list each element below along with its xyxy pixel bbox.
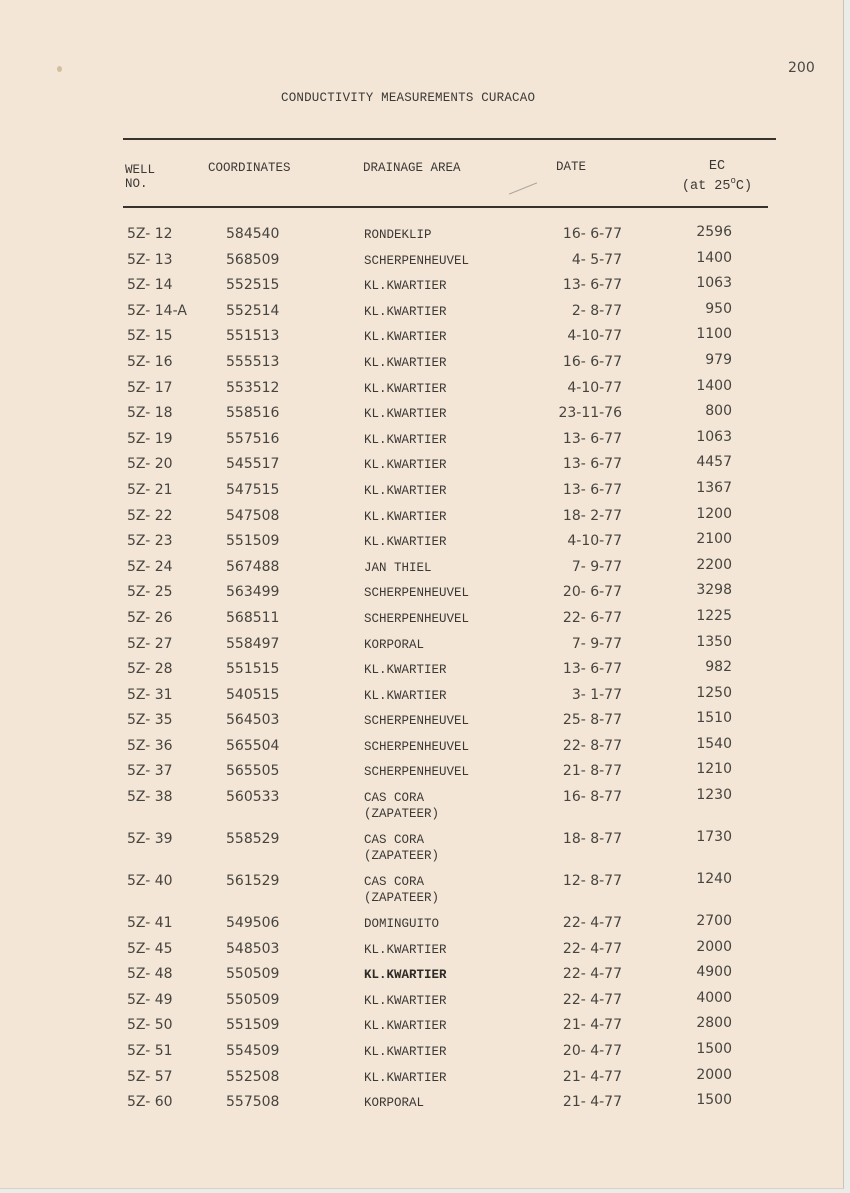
coordinates-cell: 563499 [226,584,280,601]
coordinates-cell: 558497 [226,635,280,652]
well-number-cell: 5Z- 51 [127,1043,173,1060]
well-number-cell: 5Z- 15 [127,328,173,345]
date-cell: 22- 8-77 [562,737,622,754]
drainage-area-cell: KL.KWARTIER [364,432,447,447]
table-row [0,224,843,253]
ec-value-cell: 1500 [696,1092,732,1109]
date-cell: 22- 4-77 [562,915,622,932]
drainage-area-cell: SCHERPENHEUVEL [364,739,470,754]
column-header-ec [672,159,762,194]
drainage-area-cell: SCHERPENHEUVEL [364,714,470,729]
ec-value-cell: 1400 [696,249,732,266]
ec-value-cell: 4900 [696,964,732,981]
date-cell: 22- 4-77 [562,991,622,1008]
drainage-area-cell: KL.KWARTIER [364,535,447,550]
header-bottom-rule [123,206,768,208]
table-row [0,351,843,381]
drainage-area-cell: SCHERPENHEUVEL [364,765,470,780]
date-cell: 12- 8-77 [562,873,622,890]
drainage-area-cell: KL.KWARTIER [364,1019,447,1034]
coordinates-cell: 545517 [226,456,280,473]
date-cell: 4-10-77 [567,379,622,396]
date-cell: 22- 4-77 [562,940,622,957]
coordinates-cell: 561529 [226,873,280,890]
well-number-cell: 5Z- 35 [127,712,173,729]
coordinates-cell: 555513 [226,353,280,370]
header-top-rule [123,138,776,140]
measurement-table-body [0,224,843,1121]
coordinates-cell: 552515 [226,277,280,294]
well-number-cell: 5Z- 36 [127,737,173,754]
column-header-date: DATE [556,160,587,174]
coordinates-cell: 548503 [226,940,280,957]
table-row [0,607,843,637]
drainage-area-cell: KL.KWARTIER [364,407,447,422]
ec-value-cell: 979 [705,351,732,368]
drainage-area-cell: CAS CORA (ZAPATEER) [364,791,440,822]
drainage-area-cell: KORPORAL [364,637,425,652]
drainage-area-cell: KL.KWARTIER [364,330,447,345]
well-number-cell: 5Z- 22 [127,507,173,524]
ec-value-cell: 2000 [696,938,732,955]
ec-value-cell: 1240 [696,871,732,888]
date-cell: 4-10-77 [567,533,622,550]
ec-header-line2-prefix: (at 25 [681,179,731,194]
well-number-cell: 5Z- 12 [127,226,173,242]
coordinates-cell: 553512 [226,379,280,396]
drainage-area-cell: KL.KWARTIER [364,1045,447,1060]
drainage-area-cell: SCHERPENHEUVEL [364,586,470,601]
column-header-coordinates: COORDINATES [208,161,291,175]
date-cell: 4- 5-77 [571,251,622,268]
ec-value-cell: 1500 [696,1041,732,1058]
ec-value-cell: 1350 [696,633,732,650]
ec-value-cell: 1063 [696,428,732,445]
well-number-cell: 5Z- 38 [127,789,173,806]
ec-value-cell: 1200 [696,505,732,522]
ec-value-cell: 1063 [696,275,732,292]
well-number-cell: 5Z- 28 [127,661,173,678]
date-cell: 16- 6-77 [562,353,622,370]
coordinates-cell: 567488 [226,558,280,575]
ec-value-cell: 1400 [696,377,732,394]
ec-value-cell: 1510 [696,710,732,727]
coordinates-cell: 565504 [226,737,280,754]
date-cell: 20- 6-77 [562,584,622,601]
degree-symbol: o [730,176,736,186]
date-cell: 21- 4-77 [562,1094,622,1111]
coordinates-cell: 568511 [226,609,280,626]
drainage-area-cell: KL.KWARTIER [364,942,447,957]
coordinates-cell: 584540 [226,226,280,242]
drainage-area-cell: KL.KWARTIER [364,279,447,294]
date-cell: 3- 1-77 [571,686,622,703]
ec-header-line2-suffix: C) [735,179,753,194]
date-cell: 4-10-77 [567,328,622,345]
ec-value-cell: 982 [705,659,732,676]
table-row [0,531,843,560]
coordinates-cell: 549506 [226,915,280,932]
ec-value-cell: 1540 [696,735,732,752]
well-number-cell: 5Z- 31 [127,686,173,703]
table-row [0,829,843,874]
ec-value-cell: 4000 [696,989,732,1006]
column-header-well-no: WELL NO. [125,163,156,191]
well-number-cell: 5Z- 14 [127,277,173,294]
coordinates-cell: 558516 [226,405,280,422]
table-row [0,403,843,432]
coordinates-cell: 551513 [226,328,280,345]
column-header-drainage-area: DRAINAGE AREA [363,161,461,175]
drainage-area-cell: CAS CORA (ZAPATEER) [364,833,440,864]
coordinates-cell: 557516 [226,430,280,447]
well-number-cell: 5Z- 25 [127,584,173,601]
coordinates-cell: 558529 [226,831,280,848]
paper-stain [57,66,62,72]
well-number-cell: 5Z- 40 [127,873,173,890]
table-row [0,1041,843,1070]
drainage-area-cell: KL.KWARTIER [364,509,447,524]
table-row [0,1092,843,1121]
coordinates-cell: 547508 [226,507,280,524]
coordinates-cell: 565505 [226,763,280,780]
date-cell: 13- 6-77 [562,430,622,447]
well-number-cell: 5Z- 45 [127,940,173,957]
date-cell: 7- 9-77 [571,558,622,575]
date-cell: 16- 6-77 [562,226,622,242]
date-cell: 25- 8-77 [562,712,622,729]
ec-value-cell: 3298 [696,582,732,599]
ec-value-cell: 1225 [696,607,732,624]
drainage-area-cell: KL.KWARTIER [364,663,447,678]
coordinates-cell: 540515 [226,686,280,703]
drainage-area-cell: KL.KWARTIER [364,304,447,319]
drainage-area-cell: DOMINGUITO [364,917,440,932]
date-cell: 13- 6-77 [562,661,622,678]
well-number-cell: 5Z- 16 [127,353,173,370]
date-cell: 18- 8-77 [562,831,622,848]
drainage-area-cell: KL.KWARTIER [364,688,447,703]
coordinates-cell: 550509 [226,966,280,983]
ec-value-cell: 1230 [696,787,732,804]
drainage-area-cell: KL.KWARTIER [364,1070,447,1085]
well-number-cell: 5Z- 18 [127,405,173,422]
pen-mark [509,182,537,194]
drainage-area-cell: SCHERPENHEUVEL [364,253,470,268]
date-cell: 22- 6-77 [562,609,622,626]
date-cell: 7- 9-77 [571,635,622,652]
table-row [0,659,843,688]
ec-header-line1: EC [708,159,726,174]
well-number-cell: 5Z- 19 [127,430,173,447]
date-cell: 13- 6-77 [562,456,622,473]
ec-value-cell: 2000 [696,1066,732,1083]
date-cell: 18- 2-77 [562,507,622,524]
table-row [0,964,843,993]
drainage-area-cell: JAN THIEL [364,560,432,575]
date-cell: 21- 4-77 [562,1068,622,1085]
well-number-cell: 5Z- 14-A [127,302,187,319]
ec-value-cell: 1210 [696,761,732,778]
date-cell: 23-11-76 [558,405,622,422]
well-number-cell: 5Z- 57 [127,1068,173,1085]
well-number-cell: 5Z- 50 [127,1017,173,1034]
well-number-cell: 5Z- 37 [127,763,173,780]
drainage-area-cell: KL.KWARTIER [364,381,447,396]
page-number: 200 [788,60,815,76]
coordinates-cell: 547515 [226,481,280,498]
well-number-cell: 5Z- 49 [127,991,173,1008]
coordinates-cell: 552508 [226,1068,280,1085]
table-row [0,787,843,832]
ec-value-cell: 1250 [696,684,732,701]
drainage-area-cell: KL.KWARTIER [364,458,447,473]
coordinates-cell: 551515 [226,661,280,678]
drainage-area-cell: KL.KWARTIER [364,968,447,983]
ec-value-cell: 950 [705,300,732,317]
drainage-area-cell: RONDEKLIP [364,228,432,242]
drainage-area-cell: KORPORAL [364,1096,425,1111]
coordinates-cell: 564503 [226,712,280,729]
well-number-cell: 5Z- 41 [127,915,173,932]
coordinates-cell: 560533 [226,789,280,806]
coordinates-cell: 557508 [226,1094,280,1111]
ec-value-cell: 2200 [696,556,732,573]
document-title: CONDUCTIVITY MEASUREMENTS CURACAO [281,91,536,105]
table-row [0,871,843,916]
date-cell: 21- 4-77 [562,1017,622,1034]
well-number-cell: 5Z- 24 [127,558,173,575]
ec-value-cell: 800 [705,403,732,420]
date-cell: 13- 6-77 [562,481,622,498]
well-number-cell: 5Z- 20 [127,456,173,473]
ec-value-cell: 2100 [696,531,732,548]
coordinates-cell: 551509 [226,1017,280,1034]
date-cell: 22- 4-77 [562,966,622,983]
well-number-cell: 5Z- 39 [127,831,173,848]
table-row [0,275,843,304]
coordinates-cell: 568509 [226,251,280,268]
date-cell: 21- 8-77 [562,763,622,780]
well-number-cell: 5Z- 27 [127,635,173,652]
date-cell: 20- 4-77 [562,1043,622,1060]
date-cell: 2- 8-77 [571,302,622,319]
drainage-area-cell: KL.KWARTIER [364,483,447,498]
drainage-area-cell: SCHERPENHEUVEL [364,611,470,626]
ec-value-cell: 4457 [696,454,732,471]
ec-value-cell: 1730 [696,829,732,846]
ec-value-cell: 2596 [696,224,732,240]
date-cell: 16- 8-77 [562,789,622,806]
ec-value-cell: 2800 [696,1015,732,1032]
coordinates-cell: 552514 [226,302,280,319]
well-number-cell: 5Z- 21 [127,481,173,498]
ec-value-cell: 1367 [696,479,732,496]
well-number-cell: 5Z- 23 [127,533,173,550]
coordinates-cell: 551509 [226,533,280,550]
table-row [0,913,843,942]
well-number-cell: 5Z- 26 [127,609,173,626]
ec-value-cell: 2700 [696,913,732,930]
ec-value-cell: 1100 [696,326,732,343]
well-number-cell: 5Z- 17 [127,379,173,396]
coordinates-cell: 550509 [226,991,280,1008]
well-number-cell: 5Z- 60 [127,1094,173,1111]
drainage-area-cell: KL.KWARTIER [364,993,447,1008]
well-number-cell: 5Z- 13 [127,251,173,268]
date-cell: 13- 6-77 [562,277,622,294]
drainage-area-cell: KL.KWARTIER [364,355,447,370]
well-number-cell: 5Z- 48 [127,966,173,983]
drainage-area-cell: CAS CORA (ZAPATEER) [364,875,440,906]
table-row [0,479,843,509]
coordinates-cell: 554509 [226,1043,280,1060]
